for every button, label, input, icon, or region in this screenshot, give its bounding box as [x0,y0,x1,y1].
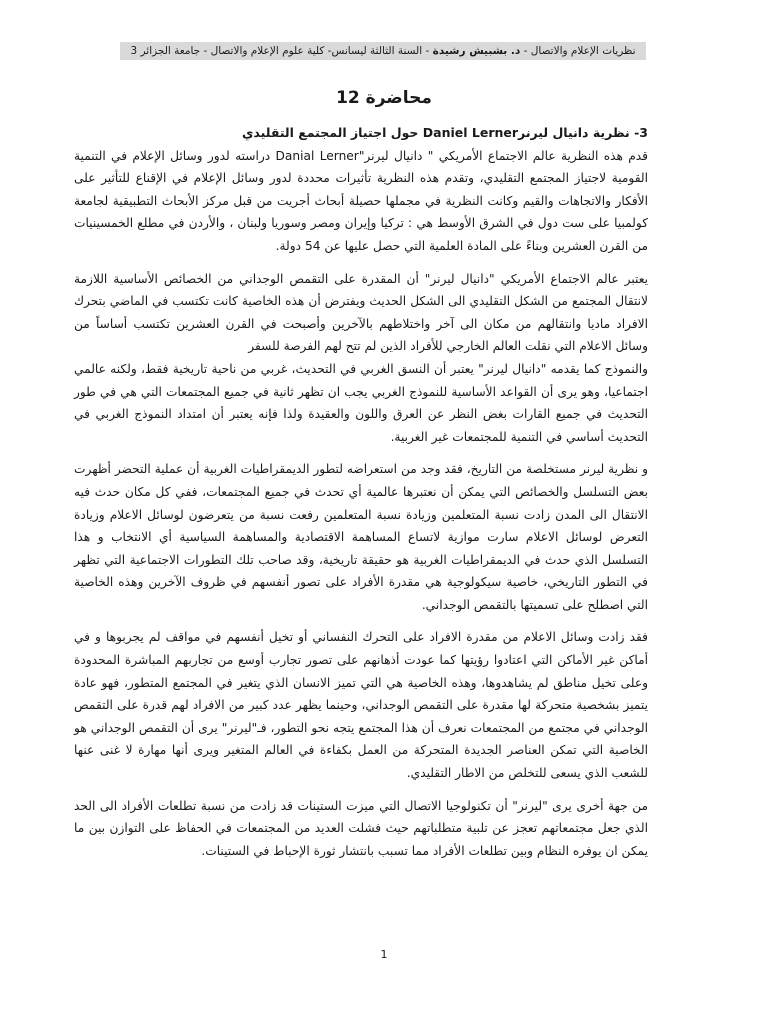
paragraph-2: يعتبر عالم الاجتماع الأمريكي "دانيال ليرنر" أن المقدرة على التقمص الوجداني من الخصائص الأساسية اللازمة لانتقال المجتمع من الشكل التقليدي الى الشكل الحديث ويفترض أن هذه الخاصية كانت تكتسب في الماضي بتحرك الافراد ماديا وانتقالهم من مكان الى آخر واختلاطهم بالآخرين وأصبحت في القرن العشرين تكتسب أساساً من وسائل الاعلام التي نقلت العالم الخارجي للأفراد الذين لم تتح لهم الفرصة للسفر [74,271,648,354]
paragraph-5: فقد زادت وسائل الاعلام من مقدرة الافراد على التحرك النفساني أو تخيل أنفسهم في مواقف لم يجربوها و في أماكن غير الأماكن التي اعتادوا رؤيتها كما عودت أذهانهم على تصور تجارب أوسع من تجاربهم المباشرة المحدودة وعلى تخيل مناطق لم يشاهدوها، وهذه الخاصية هي التي تميز الانسان الذي يتغير في المجتمع المتطور، فهو عادة يتميز بشخصية متحركة لها مقدرة على التقمص الوجداني، وحينما يظهر عدد كبير من الافراد لهم قدرة على التقمص الوجداني في مجتمع من المجتمعات نعرف أن هذا المجتمع يتجه نحو التطور، فـ"ليرنر" يرى أن التقمص الوجداني هو الخاصية التي تمكن العناصر الجديدة المتحركة من العمل بكفاءة في العالم المتغير ويرى أنها مهارة لا غنى عنها للشعب الذي يسعى للتخلص من الاطار التقليدي. [74,630,648,781]
section-heading: 3- نظرية دانيال ليرنرDaniel Lerner حول اجتياز المجتمع التقليدي [241,125,648,140]
running-header [120,42,646,60]
paragraph-1: قدم هذه النظرية عالم الاجتماع الأمريكي " دانيال ليرنر"Danial Lerner دراسته لدور وسائل الإعلام في التنمية القومية لاجتياز المجتمع التقليدي، وتقدم هذه النظرية تأثيرات محددة لدور وسائل الإعلام في الإقناع للتأثير على الأفكار والاتجاهات والقيم وكانت النظرية في مجملها حصيلة أبحاث أجريت من قبل مركز الأبحاث التطبيقية لجامعة كولمبيا على ست دول في الشرق الأوسط هي : تركيا وإيران ومصر وسوريا ولبنان ، والأردن في مطلع الخمسينيات من القرن العشرين وبناءً على المادة العلمية التي حصل عليها عن 54 دولة. [74,148,649,253]
document-body [74,122,648,862]
header-course: نظريات الإعلام والاتصال - [520,45,636,57]
paragraph-6: من جهة أخرى يرى "ليرنر" أن تكنولوجيا الاتصال التي ميزت الستينات قد زادت من نسبة تطلعات الأفراد الى الحد الذي جعل مجتمعاتهم تعجز عن تلبية متطلباتهم حيث فشلت العديد من المجتمعات في الحفاظ على التوازن بين ما يمكن ان يوفره النظام وبين تطلعات الأفراد مما تسبب بانتشار ثورة الإحباط في الستينات. [74,798,648,858]
lecture-title: محاضرة 12 [336,88,432,108]
page-number: 1 [380,948,388,961]
header-author: د. بشبيش رشيدة [432,45,521,57]
paragraph-4: و نظرية ليرنر مستخلصة من التاريخ، فقد وجد من استعراضه لتطور الديمقراطيات الغربية أن عملية التحضر أظهرت بعض التسلسل والخصائص التي يمكن أن نعتبرها عالمية أي تحدث في جميع المجتمعات، ففي كل مكان حدث فيه الانتقال الى المدن زادت نسبة المتعلمين وزيادة نسبة المتعلمين رفعت نسبة من يتعرضون لوسائل الاعلام وزيادة التعرض لوسائل الاعلام سارت موازية لاتساع المساهمة الاقتصادية والمساهمة السياسية أي الانتخاب و هذا التسلسل الذي حدث في الديمقراطيات الغربية هو حقيقة تاريخية، وقد صاحب تلك التطورات الاجتماعية التي تظهر في التطور التاريخي، خاصية سيكولوجية هي مقدرة الأفراد على تصور أنفسهم في ظروف الآخرين وهذه الخاصية التي اصطلح على تسميتها بالتقمص الوجداني. [74,462,648,612]
header-institution: - السنة الثالثة ليسانس- كلية علوم الإعلام والاتصال - جامعة الجزائر 3 [130,45,433,57]
paragraph-3: والنموذج كما يقدمه "دانيال ليرنر" يعتبر أن النسق الغربي في التحديث، غربي من ناحية تاريخية فقط، ولكنه عالمي اجتماعيا، وهو يرى أن القواعد الأساسية للنموذج الغربي يجب ان تظهر ثانية في جميع المجتمعات التي هي في طور التحديث في جميع القارات بغض النظر عن العرق واللون والعقيدة ولذا فإنه يعتبر أن امتداد النموذج الغربي في التحديث أساسي في التنمية للمجتمعات غير الغربية. [74,361,648,444]
